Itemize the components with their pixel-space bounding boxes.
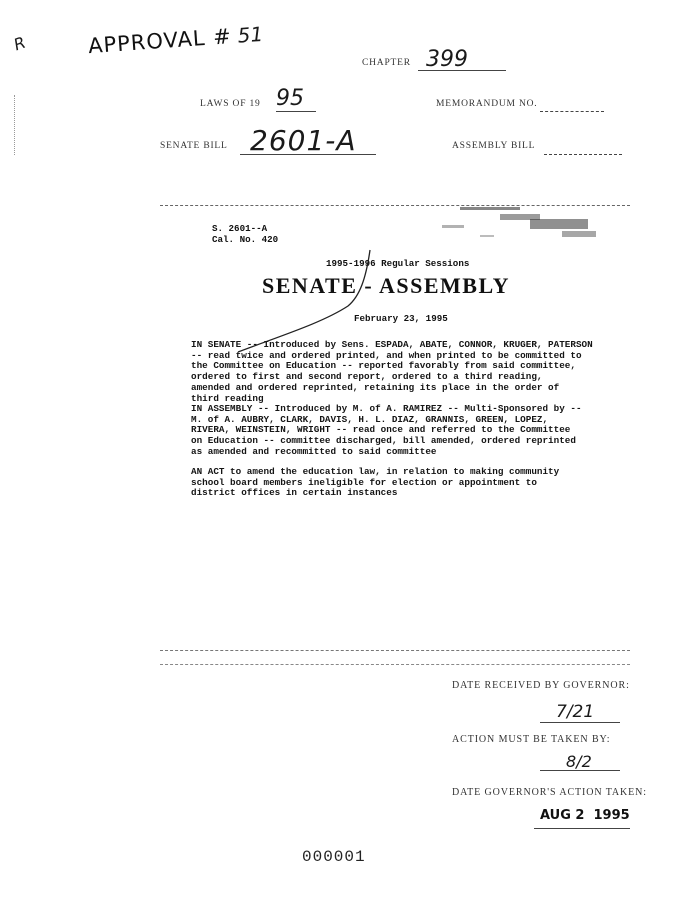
laws-line: [276, 111, 316, 112]
act-line: school board members ineligible for election or appointment to: [191, 476, 537, 488]
approval-label: APPROVAL #: [87, 24, 233, 59]
approval-number: 51: [236, 21, 264, 48]
assembly-line: RIVERA, WEINSTEIN, WRIGHT -- read once and referred to the Committee: [191, 424, 571, 436]
assembly-line: M. of A. AUBRY, CLARK, DAVIS, H. L. DIAZ, GRANNIS, GREEN, LOPEZ,: [191, 413, 549, 425]
memorandum-label: MEMORANDUM NO.: [436, 99, 538, 109]
senate-bill-value: 2601-A: [250, 124, 357, 157]
page-number: 000001: [302, 848, 366, 866]
margin-mark: R: [11, 32, 29, 55]
senate-line: IN SENATE -- Introduced by Sens. ESPADA, ABATE, CONNOR, KRUGER, PATERSON: [191, 339, 593, 350]
taken-label: DATE GOVERNOR'S ACTION TAKEN:: [452, 787, 647, 798]
action-line: [540, 770, 620, 771]
bottom-separator-2: [160, 664, 630, 665]
senate-line: the Committee on Education -- reported favorably from said committee,: [191, 360, 576, 372]
assembly-line: as amended and recommitted to said committee: [191, 445, 437, 457]
action-value: 8/2: [566, 752, 592, 771]
memorandum-line: [540, 111, 604, 112]
assembly-bill-line: [544, 154, 622, 155]
laws-value: 95: [276, 86, 304, 111]
approval-stamp: [87, 22, 264, 58]
chapter-value: 399: [426, 47, 468, 72]
act-line: AN ACT to amend the education law, in relation to making community: [191, 466, 560, 477]
assembly-line: IN ASSEMBLY -- Introduced by M. of A. RAMIREZ -- Multi-Sponsored by --: [191, 403, 582, 414]
taken-line: [534, 828, 630, 829]
assembly-paragraph: [191, 404, 582, 458]
laws-label: LAWS OF 19: [200, 99, 261, 109]
taken-value: AUG 2 1995: [540, 808, 630, 823]
senate-line: ordered to first and second report, ordered to a third reading,: [191, 371, 543, 383]
senate-line: -- read twice and ordered printed, and when printed to be committed to: [191, 349, 582, 361]
bill-number: S. 2601--A: [212, 223, 268, 234]
house-title: SENATE - ASSEMBLY: [262, 273, 511, 298]
senate-bill-label: SENATE BILL: [160, 141, 228, 151]
senate-paragraph: [191, 340, 593, 404]
bottom-separator-1: [160, 650, 630, 651]
chapter-label: CHAPTER: [362, 58, 411, 68]
received-label: DATE RECEIVED BY GOVERNOR:: [452, 680, 630, 691]
senate-line: third reading: [191, 392, 264, 404]
assembly-bill-label: ASSEMBLY BILL: [452, 141, 536, 151]
received-line: [540, 722, 620, 723]
assembly-line: on Education -- committee discharged, bill amended, ordered reprinted: [191, 435, 576, 447]
scan-noise: [430, 203, 610, 243]
action-label: ACTION MUST BE TAKEN BY:: [452, 734, 611, 745]
session-line: 1995-1996 Regular Sessions: [326, 258, 470, 269]
received-value: 7/21: [556, 702, 595, 722]
act-line: district offices in certain instances: [191, 487, 398, 499]
act-paragraph: [191, 467, 559, 499]
bill-date: February 23, 1995: [354, 313, 448, 324]
calendar-number: Cal. No. 420: [212, 234, 279, 245]
senate-line: amended and ordered reprinted, retaining its place in the order of: [191, 381, 560, 393]
left-edge-marks: [14, 95, 17, 155]
